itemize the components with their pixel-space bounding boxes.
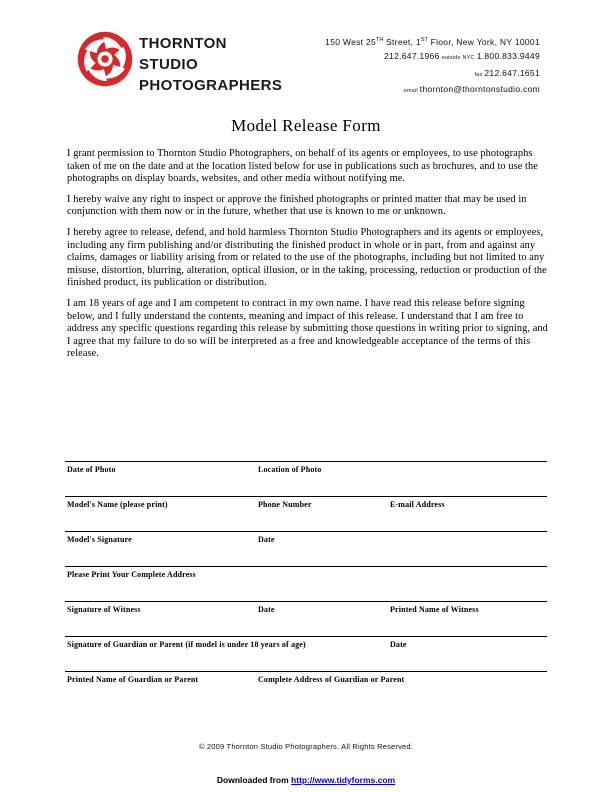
form-row-name-phone-email bbox=[65, 496, 547, 531]
field-label-witness-date: Date bbox=[258, 605, 275, 614]
hold-harmless-paragraph: I hereby agree to release, defend, and hold harmless Thornton Studio Photographers and its agents or employees, including any firm publishing and/or distributing the finished product in whole or in part, from and against any claims, damages or liability arising from or related to the use of the photographs, including but not limited to any misuse, distortion, blurring, alteration, optical illusion, or in the taking, processing, reduction or production of the finished product, its publication or distribution. bbox=[67, 226, 547, 289]
tollfree-phone-number: 1.800.833.9449 bbox=[476, 51, 540, 62]
grant-permission-paragraph: I grant permission to Thornton Studio Photographers, on behalf of its agents or employees, to use photographs taken of me on the date and at the location listed below for use in publications such as brochures, and to use the photographs on display boards, websites, and other media without notifying me. bbox=[67, 148, 538, 185]
outside-nyc-note: outside NYC bbox=[441, 55, 475, 62]
field-label-complete-address: Please Print Your Complete Address bbox=[67, 570, 196, 579]
local-phone-number: 212.647.1966 bbox=[384, 51, 440, 62]
fax-number: 212.647.1651 bbox=[484, 67, 540, 78]
field-label-guardian-address: Complete Address of Guardian or Parent bbox=[258, 675, 405, 684]
form-row-date-location bbox=[65, 461, 547, 496]
form-row-model-signature bbox=[65, 531, 547, 566]
email-line bbox=[325, 82, 540, 99]
download-prefix: Downloaded from bbox=[216, 775, 292, 785]
form-row-guardian-signature bbox=[65, 636, 547, 671]
field-label-witness-printed-name: Printed Name of Witness bbox=[390, 605, 479, 614]
field-label-guardian-date: Date bbox=[390, 640, 407, 649]
age-acknowledgement-paragraph: I am 18 years of age and I am competent to contract in my own name. I have read this release before signing below, and I fully understand the contents, meaning and impact of this release. I understand that I am free to address any specific questions regarding this release by submitting those questions in writing prior to signing, and I agree that my failure to do so will be interpreted as a free and knowledgeable acceptance of the terms of this release. bbox=[67, 297, 548, 360]
field-label-guardian-printed-name: Printed Name of Guardian or Parent bbox=[67, 675, 199, 684]
fax-line bbox=[325, 66, 540, 83]
fax-label: fax bbox=[474, 71, 483, 78]
phone-line bbox=[325, 49, 540, 66]
brand-line-1: THORNTON bbox=[139, 35, 227, 52]
field-label-location-of-photo: Location of Photo bbox=[258, 465, 322, 474]
page-title: Model Release Form bbox=[231, 116, 381, 135]
brand-name bbox=[139, 33, 282, 96]
form-row-complete-address bbox=[65, 566, 547, 601]
email-label: email bbox=[403, 88, 418, 95]
camera-shutter-logo-icon bbox=[76, 30, 134, 88]
field-label-models-signature: Model's Signature bbox=[67, 535, 132, 544]
field-label-date-of-photo: Date of Photo bbox=[67, 465, 116, 474]
field-label-phone-number: Phone Number bbox=[258, 500, 312, 509]
field-label-witness-signature: Signature of Witness bbox=[67, 605, 141, 614]
address-line: 150 West 25TH Street, 1ST Floor, New York, NY 10001 bbox=[325, 36, 540, 47]
field-label-guardian-signature: Signature of Guardian or Parent (if model is under 18 years of age) bbox=[67, 640, 306, 649]
form-row-guardian-name-address bbox=[65, 671, 547, 706]
field-label-signature-date: Date bbox=[258, 535, 275, 544]
brand-line-3: PHOTOGRAPHERS bbox=[139, 77, 283, 94]
copyright-text: © 2009 Thornton Studio Photographers. All Rights Reserved. bbox=[198, 742, 414, 751]
form-row-witness bbox=[65, 601, 547, 636]
email-address: thornton@thorntonstudio.com bbox=[419, 84, 540, 95]
tidyforms-link[interactable]: http://www.tidyforms.com bbox=[291, 775, 396, 785]
form-fields-section bbox=[65, 461, 547, 706]
download-credit bbox=[0, 775, 612, 785]
field-label-models-name: Model's Name (please print) bbox=[67, 500, 168, 509]
field-label-email-address: E-mail Address bbox=[390, 500, 445, 509]
contact-info bbox=[325, 33, 540, 99]
brand-line-2: STUDIO bbox=[139, 56, 199, 73]
waive-rights-paragraph: I hereby waive any right to inspect or approve the finished photographs or printed matter that may be used in conjunction with them now or in the future, whether that use is known to me or unknown. bbox=[67, 193, 527, 218]
release-text bbox=[67, 148, 548, 369]
